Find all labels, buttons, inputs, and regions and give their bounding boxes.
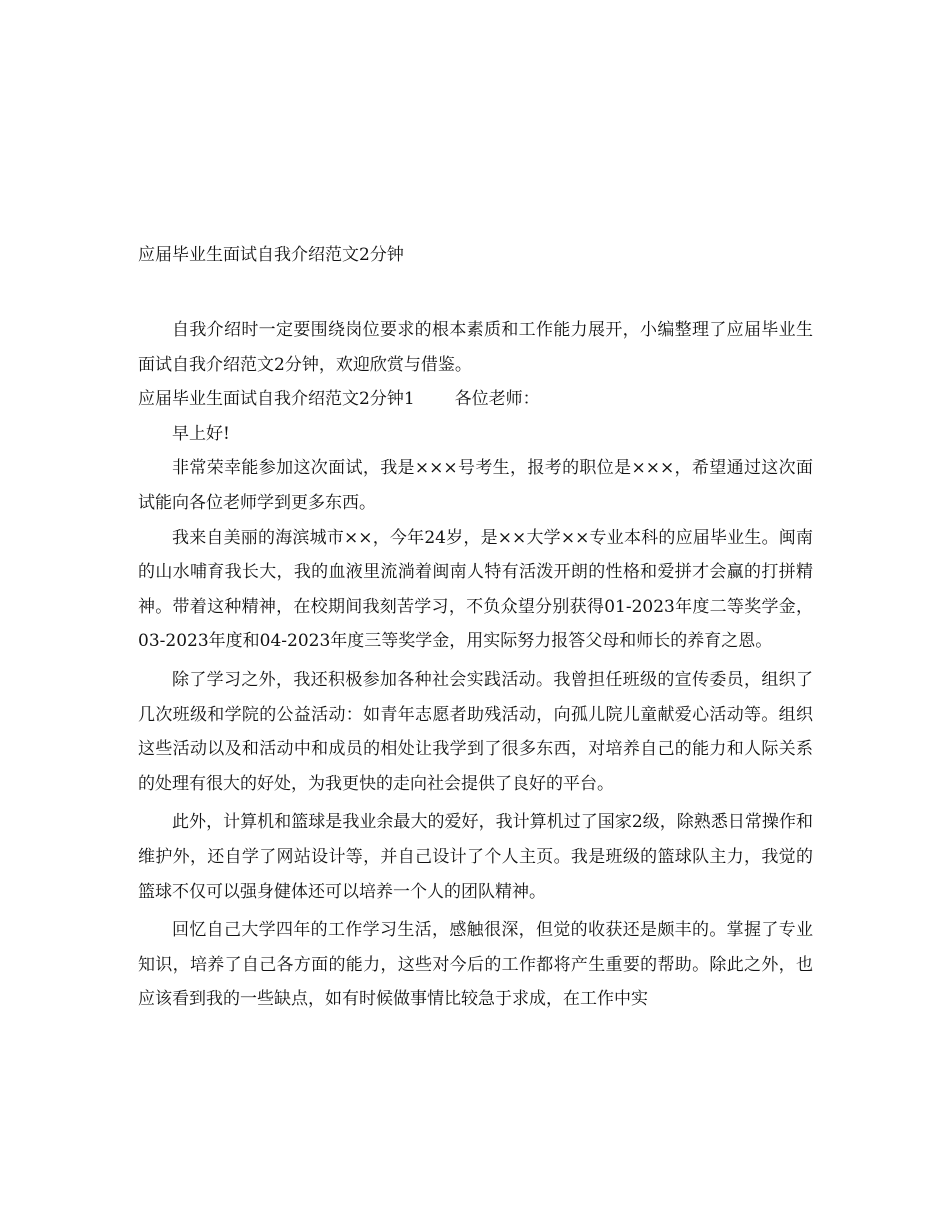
paragraph-activities: 除了学习之外，我还积极参加各种社会实践活动。我曾担任班级的宣传委员，组织了几次班级和学院的公益活动：如青年志愿者助残活动，向孤儿院儿童献爱心活动等。组织这些活动以及和活动中和成员的相处让我学到了很多东西，对培养自己的能力和人际关系的处理有很大的好处，为我更快的走向社会提供了良好的平台。 (138, 669, 813, 794)
paragraph-hobbies: 此外，计算机和篮球是我业余最大的爱好，我计算机过了国家2级，除熟悉日常操作和维护外，还自学了网站设计等，并自己设计了个人主页。我是班级的篮球队主力，我觉的篮球不仅可以强身健体还可以培养一个人的团队精神。 (138, 812, 813, 902)
document-title: 应届毕业生面试自我介绍范文2分钟 (138, 245, 404, 265)
salutation: 各位老师： (454, 389, 540, 410)
intro-paragraph: 自我介绍时一定要围绕岗位要求的根本素质和工作能力展开，小编整理了应届毕业生面试自我介绍范文2分钟，欢迎欣赏与借鉴。 (138, 320, 813, 375)
paragraph-reflection: 回忆自己大学四年的工作学习生活，感触很深，但觉的收获还是颇丰的。掌握了专业知识，培养了自己各方面的能力，这些对今后的工作都将产生重要的帮助。除此之外，也应该看到我的一些缺点，如有时候做事情比较急于求成，在工作中实 (138, 920, 813, 1010)
document-body (138, 313, 813, 1017)
paragraph-background: 我来自美丽的海滨城市××，今年24岁，是××大学××专业本科的应届毕业生。闽南的山水哺育我长大，我的血液里流淌着闽南人特有活泼开朗的性格和爱拼才会赢的打拼精神。带着这种精神，在校期间我刻苦学习，不负众望分别获得01-2023年度二等奖学金，03-2023年度和04-2023年度三等奖学金，用实际努力报答父母和师长的养育之恩。 (138, 527, 813, 652)
section-heading-line (138, 382, 813, 417)
paragraph-greeting: 早上好! (172, 423, 230, 444)
section-title: 应届毕业生面试自我介绍范文2分钟1 (138, 389, 415, 410)
paragraph-opening: 非常荣幸能参加这次面试，我是×××号考生，报考的职位是×××，希望通过这次面试能向各位老师学到更多东西。 (138, 458, 813, 513)
